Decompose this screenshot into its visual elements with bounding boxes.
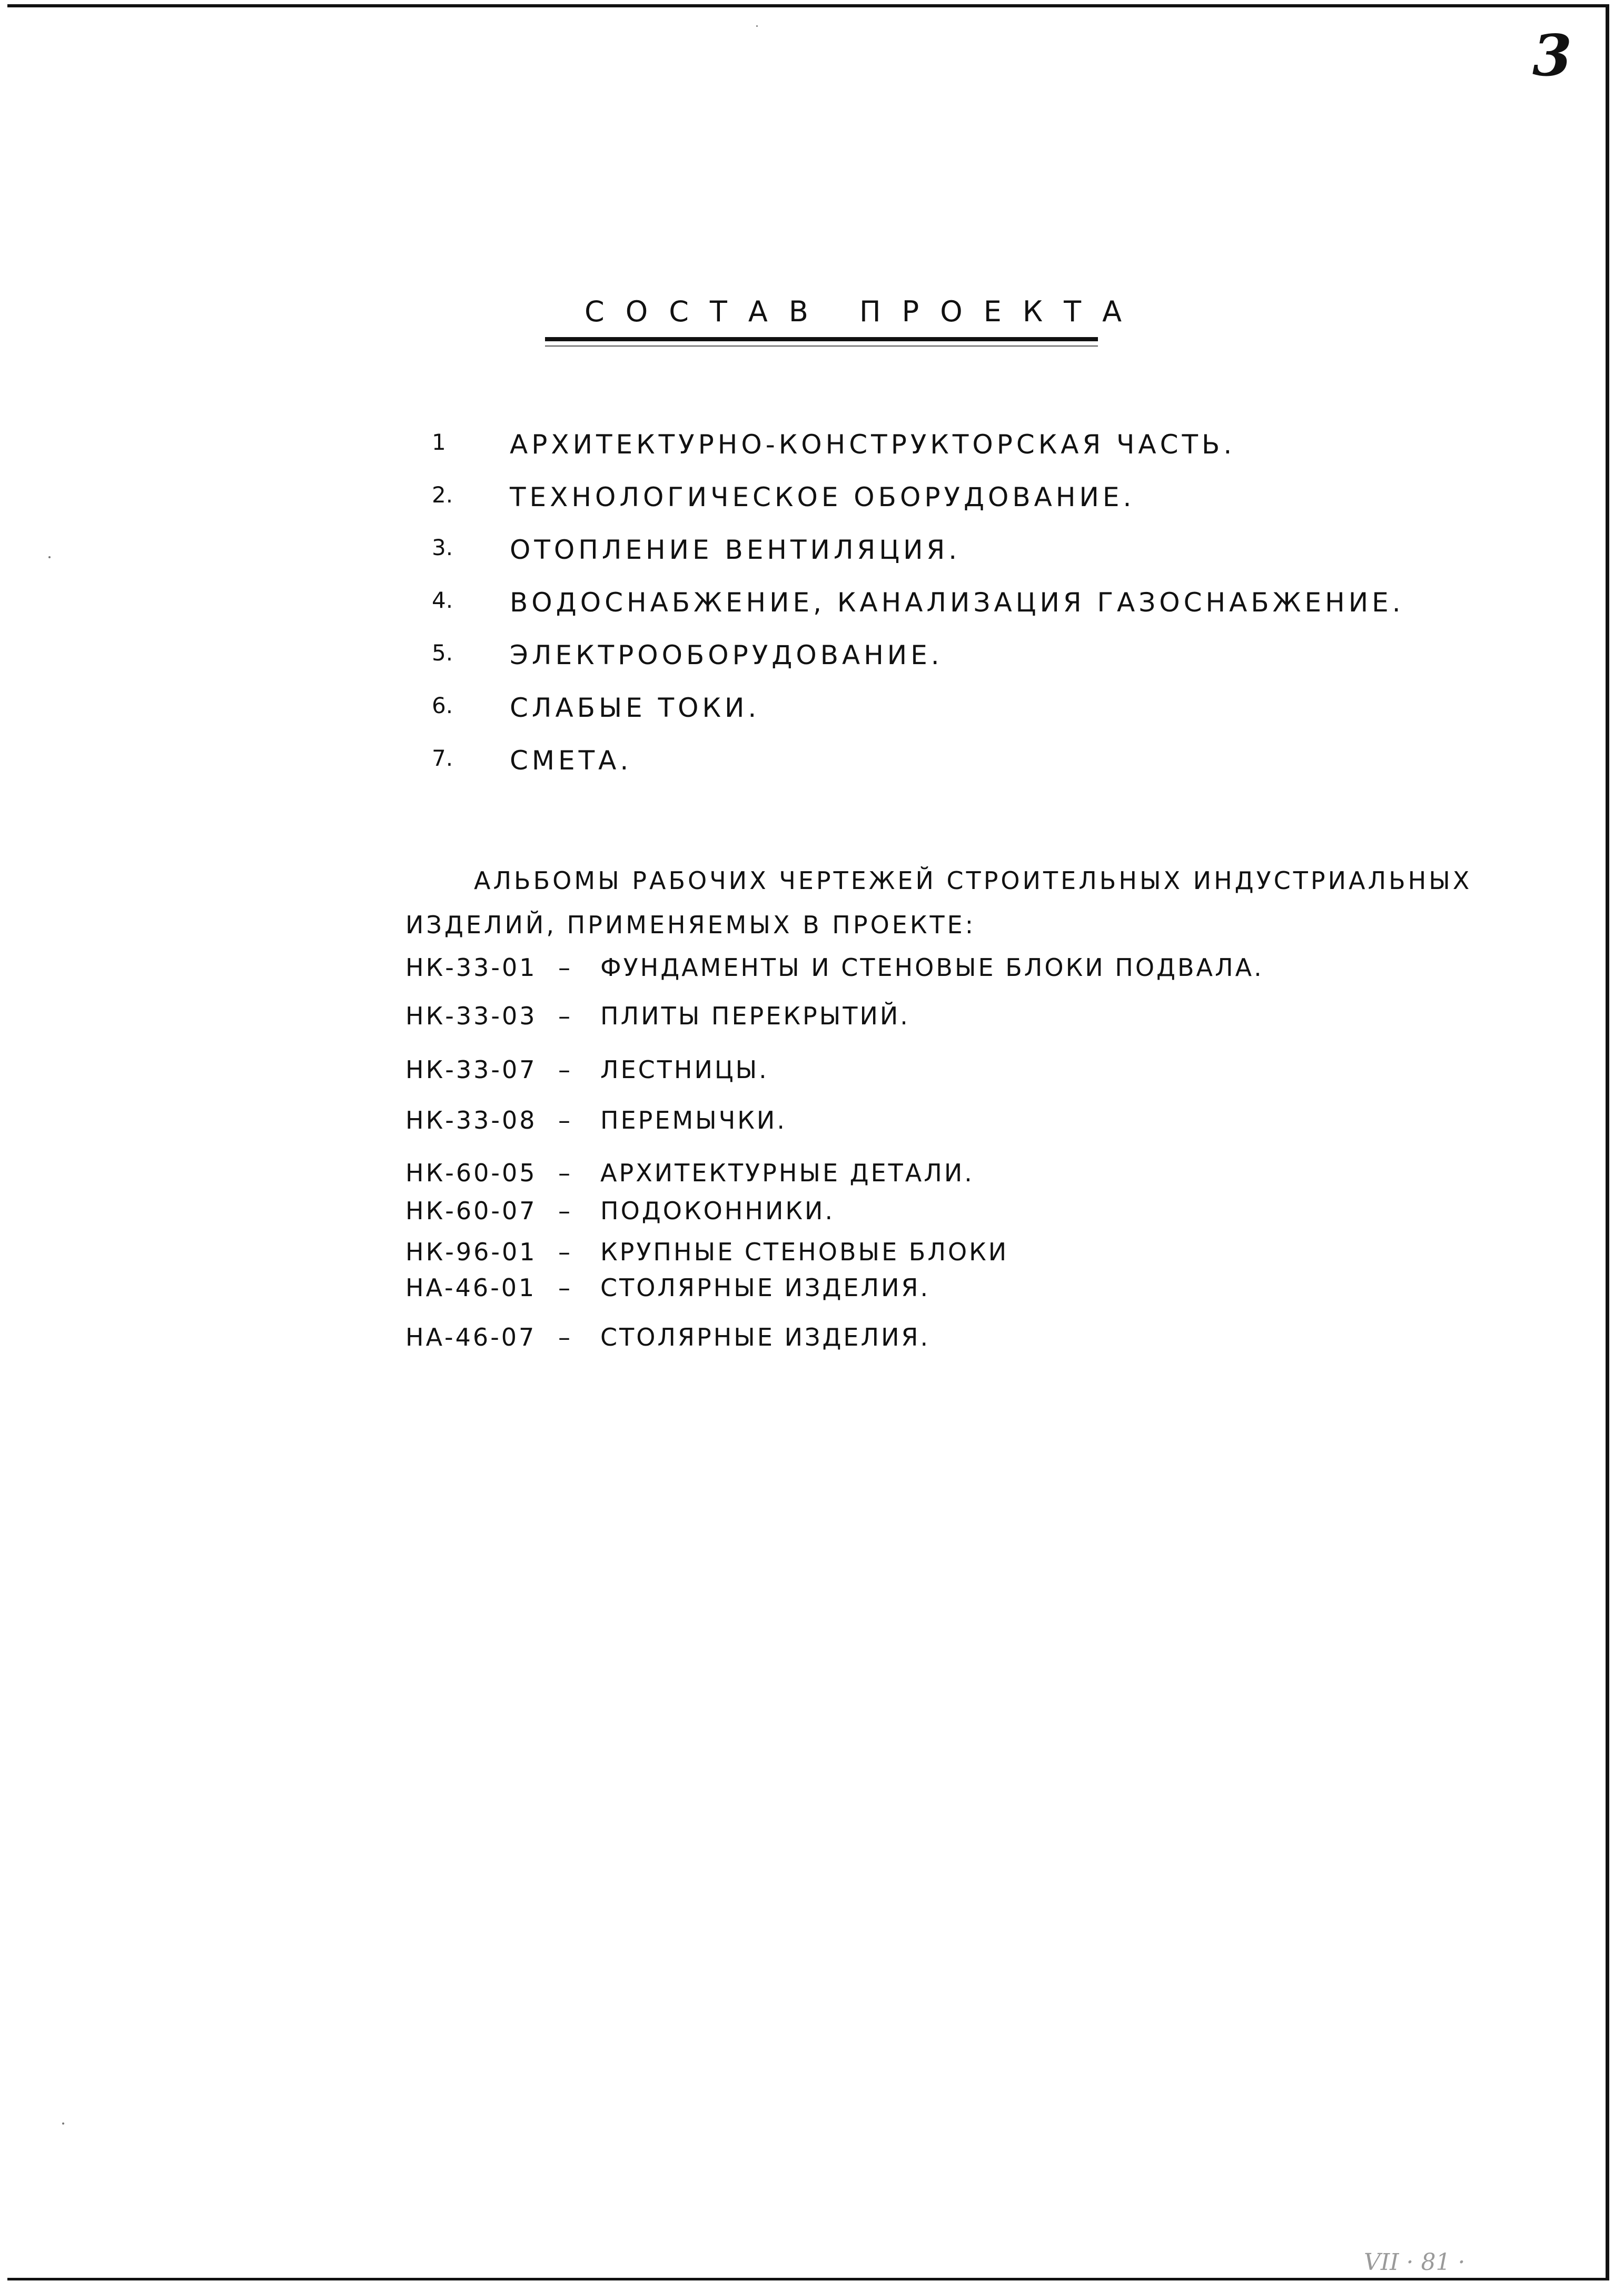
album-title: ЛЕСТНИЦЫ. [600,1055,769,1084]
album-title: ПЛИТЫ ПЕРЕКРЫТИЙ. [600,1002,910,1030]
album-dash: – [558,1106,572,1134]
album-code: НА-46-01 [405,1273,537,1302]
list-item-number: 3. [432,535,453,560]
scan-speck [48,556,51,558]
title-underline-secondary [545,345,1098,347]
album-row [405,1055,769,1084]
albums-intro-line-1: АЛЬБОМЫ РАБОЧИХ ЧЕРТЕЖЕЙ СТРОИТЕЛЬНЫХ ИНДУСТРИАЛЬНЫХ [474,866,1472,895]
list-item [432,640,1327,693]
album-dash: – [558,1002,572,1030]
list-item-text: АРХИТЕКТУРНО-КОНСТРУКТОРСКАЯ ЧАСТЬ. [510,429,1236,460]
album-row [405,953,1264,982]
list-item-text: СМЕТА. [510,745,632,776]
album-title: АРХИТЕКТУРНЫЕ ДЕТАЛИ. [600,1159,974,1187]
album-title: ПЕРЕМЫЧКИ. [600,1106,787,1134]
list-item-text: ОТОПЛЕНИЕ ВЕНТИЛЯЦИЯ. [510,535,961,565]
list-item-text: СЛАБЫЕ ТОКИ. [510,693,760,723]
album-code: НК-33-07 [405,1055,537,1084]
album-row [405,1238,1008,1266]
album-row [405,1273,930,1302]
album-row [405,1323,930,1351]
scan-speck [62,2122,64,2125]
project-contents-list [432,429,1404,798]
album-code: НК-33-08 [405,1106,537,1134]
list-item [432,745,1327,798]
list-item-number: 4. [432,587,453,613]
album-row [405,1197,835,1225]
album-row [405,1159,974,1187]
list-item-text: ВОДОСНАБЖЕНИЕ, КАНАЛИЗАЦИЯ ГАЗОСНАБЖЕНИЕ. [510,587,1404,618]
album-dash: – [558,1159,572,1187]
list-item [432,482,1327,535]
list-item [432,535,1327,587]
list-item [432,429,1327,482]
title-underline [545,337,1098,341]
album-dash: – [558,1197,572,1225]
albums-intro-line-2: ИЗДЕЛИЙ, ПРИМЕНЯЕМЫХ В ПРОЕКТЕ: [405,911,976,939]
album-dash: – [558,1238,572,1266]
album-title: ПОДОКОННИКИ. [600,1197,835,1225]
album-code: НК-60-05 [405,1159,537,1187]
list-item-number: 2. [432,482,453,508]
album-code: НА-46-07 [405,1323,537,1351]
list-item [432,587,1404,640]
album-title: ФУНДАМЕНТЫ И СТЕНОВЫЕ БЛОКИ ПОДВАЛА. [600,953,1264,982]
album-title: СТОЛЯРНЫЕ ИЗДЕЛИЯ. [600,1273,930,1302]
album-dash: – [558,953,572,982]
archive-stamp: VII · 81 · [1364,2249,1465,2276]
page-title: СОСТАВ ПРОЕКТА [585,295,1143,328]
album-row [405,1106,787,1134]
scan-speck [756,25,758,27]
list-item-text: ЭЛЕКТРООБОРУДОВАНИЕ. [510,640,943,670]
album-dash: – [558,1273,572,1302]
album-code: НК-96-01 [405,1238,537,1266]
list-item-number: 7. [432,745,453,771]
album-dash: – [558,1323,572,1351]
album-title: КРУПНЫЕ СТЕНОВЫЕ БЛОКИ [600,1238,1009,1266]
album-title: СТОЛЯРНЫЕ ИЗДЕЛИЯ. [600,1323,930,1351]
album-code: НК-60-07 [405,1197,537,1225]
list-item-text: ТЕХНОЛОГИЧЕСКОЕ ОБОРУДОВАНИЕ. [510,482,1135,512]
list-item-number: 1 [432,429,446,455]
album-dash: – [558,1055,572,1084]
list-item-number: 6. [432,693,453,718]
album-code: НК-33-03 [405,1002,537,1030]
list-item [432,693,1327,745]
album-code: НК-33-01 [405,953,537,982]
page-number: 3 [1532,23,1572,89]
albums-intro-paragraph [405,858,1472,947]
list-item-number: 5. [432,640,453,666]
album-row [405,1002,910,1030]
